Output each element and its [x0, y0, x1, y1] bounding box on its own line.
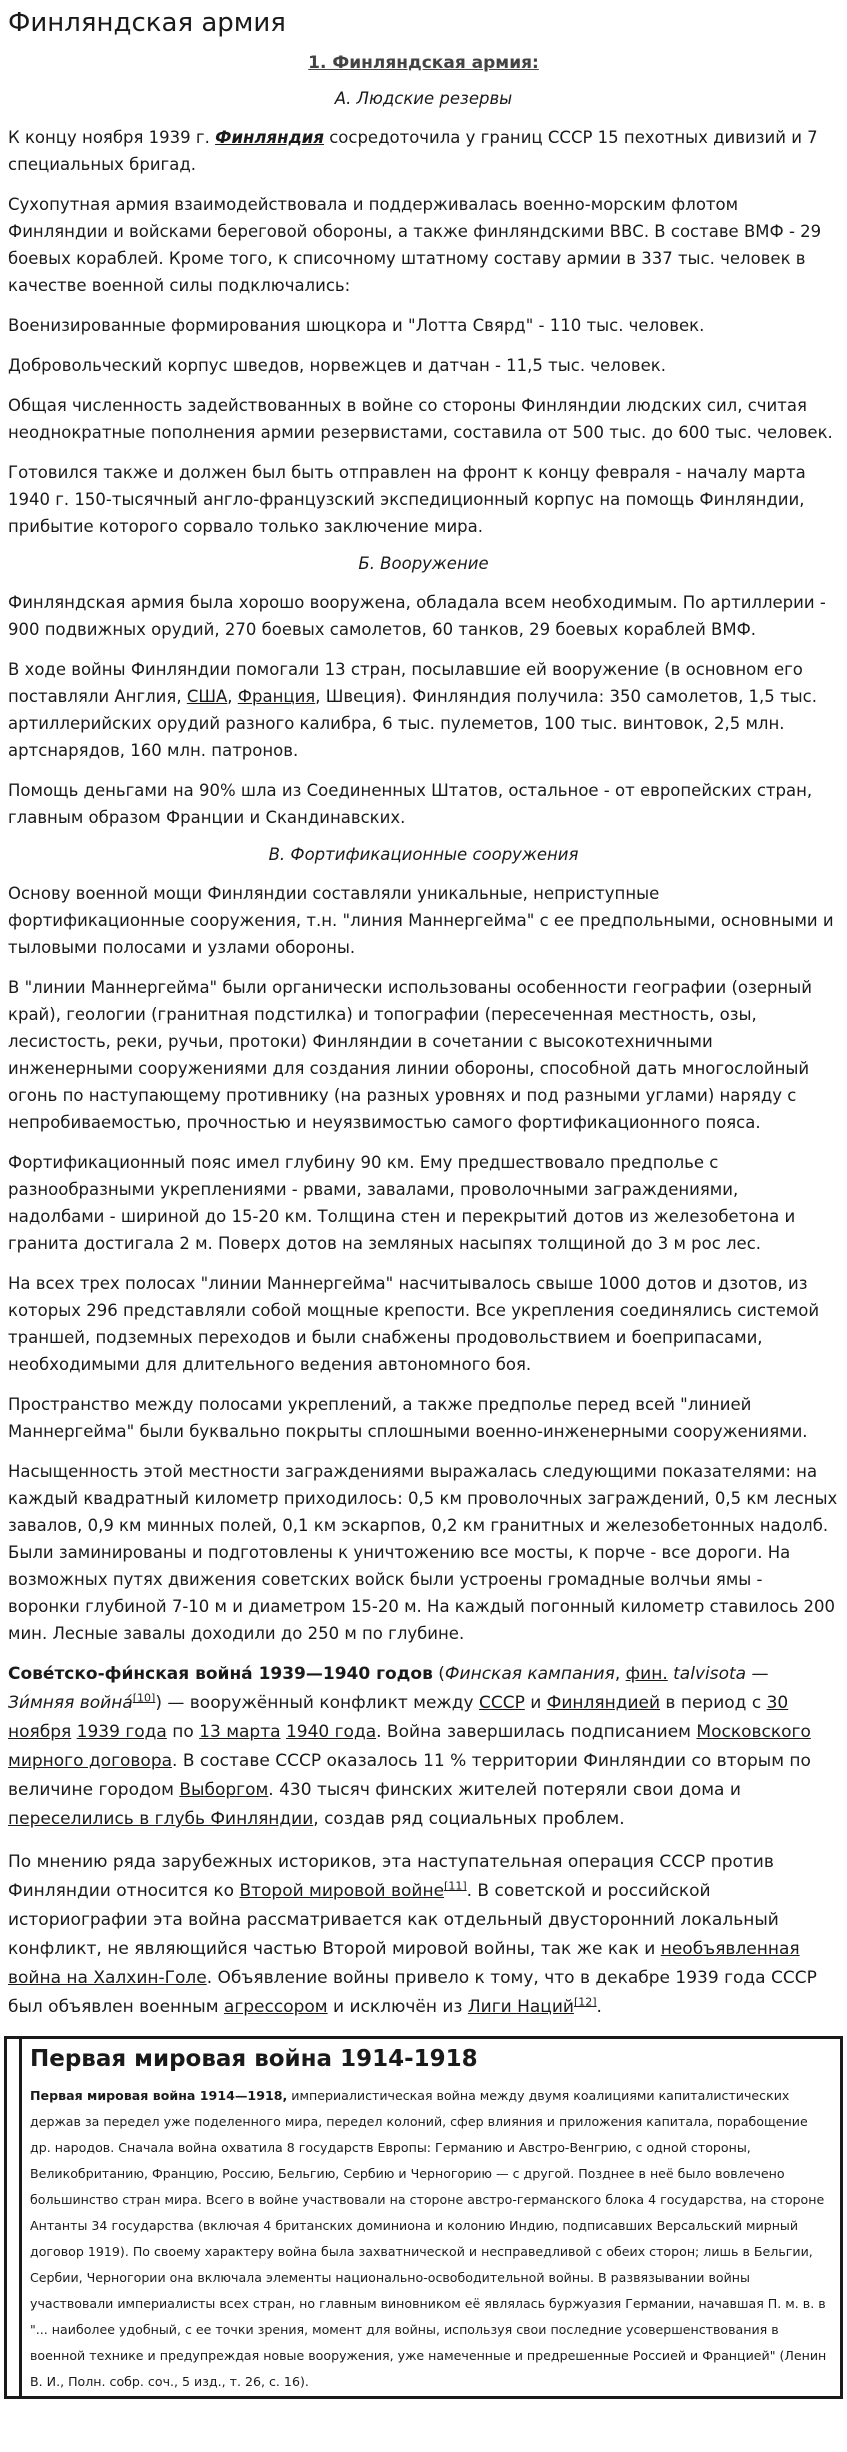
treaty-link[interactable]: Московского мирного договора — [8, 1722, 811, 1771]
text: и исключён из — [327, 1997, 468, 2017]
box-title: Первая мировая война 1914-1918 — [30, 2046, 478, 2072]
text: ) — вооружённый конфликт между — [155, 1693, 479, 1713]
text: , — [614, 1664, 626, 1684]
text: По мнению ряда зарубежных историков, эта наступательная операция СССР против Финляндии относится ко — [8, 1852, 774, 1901]
text: В ходе войны Финляндии помогали 13 стран, посылавшие ей вооружение (в основном его поставляли Англия, — [8, 660, 803, 706]
paragraph: Основу военной мощи Финляндии составляли уникальные, неприступные фортификационные сооружения, т.н. "линия Маннергейма" с ее предпольными, основными и тыловыми полосами и узлами обороны. — [8, 884, 834, 957]
ussr-link[interactable]: СССР — [478, 1693, 525, 1713]
league-of-nations-link[interactable]: Лиги Наций — [467, 1997, 574, 2017]
resettlement-link[interactable]: переселились в глубь Финляндии — [8, 1809, 314, 1829]
ww2-link[interactable]: Второй мировой войне — [239, 1881, 445, 1901]
finland-link[interactable]: Финляндией — [546, 1693, 661, 1713]
paragraph: Сухопутная армия взаимодействовала и поддерживалась военно-морским флотом Финляндии и войсками береговой обороны, а также финляндскими ВВС. В составе ВМФ - 29 боевых кораблей. Кроме того, к списочному штатному составу армии в 337 тыс. человек в качестве военной силы подключались: — [8, 195, 822, 295]
text: и — [524, 1693, 547, 1713]
khalkhin-gol-link[interactable]: необъявленная война на Халхин-Голе — [8, 1939, 800, 1988]
finland-link[interactable]: Финляндия — [215, 128, 324, 147]
subsection-heading-fortifications: В. Фортификационные сооружения — [268, 845, 579, 864]
paragraph: В "линии Маннергейма" были органически использованы особенности географии (озерный край), геологии (гранитная подстилка) и топографии (пересеченная местность, озы, лесистость, реки, ручьи, протоки) Финляндии в сочетании с высокотехничными инженерными сооружениями для создания линии обороны, способной дать многослойный огонь по наступающему противнику (на разных уровнях и под разными углами) наряду с непробиваемостью, прочностью и неуязвимостью самого фортификационного пояса. — [8, 978, 812, 1132]
fin-link[interactable]: фин. — [625, 1664, 668, 1684]
text: по — [166, 1722, 200, 1742]
text: . В составе СССР оказалось 11 % территории Финляндии со вторым по величине городом — [8, 1751, 811, 1800]
text: , Швеция). Финляндия получила: 350 самолетов, 1,5 тыс. артиллерийских орудий разного калибра, 6 тыс. пулеметов, 100 тыс. винтовок, 2,5 млн. артснарядов, 160 млн. патронов. — [8, 687, 817, 760]
text: ( — [432, 1664, 445, 1684]
ref-link-12[interactable]: [12] — [573, 1995, 597, 2009]
paragraph: Финляндская армия была хорошо вооружена, обладала всем необходимым. По артиллерии - 900 подвижных орудий, 270 боевых самолетов, 60 танков, 29 боевых кораблей ВМФ. — [8, 593, 826, 639]
usa-link[interactable]: США — [186, 687, 228, 706]
ww1-box — [4, 2036, 843, 2399]
date-link-mar13[interactable]: 13 марта — [199, 1722, 281, 1742]
box-text: империалистическая война между двумя коалициями капиталистических держав за передел уже поделенного мира, передел колоний, сфер влияния и приложения капитала, порабощение др. народов. Сначала война охватила 8 государств Европы: Германию и Австро-Венгрию, с одной стороны, Великобританию, Францию, Россию, Бельгию, Сербию и Черногорию — с другой. Позднее в неё было вовлечено большинство стран мира. Всего в войне участвовали на стороне австро-германского блока 4 государства, на стороне Антанты 34 государства (включая 4 британских доминиона и колонию Индию, подписавших Версальский мирный договор 1919). По своему характеру война была захватнической и несправедливой с обеих сторон; лишь в Бельгии, Сербии, Черногории она включала элементы национально-освободительной войны. В развязывании войны участвовали империалисты всех стран, но главным виновником её являлась буржуазия Германии, начавшая П. м. в. в "... наиболее удобный, с ее точки зрения, момент для войны, используя свои последние усовершенствования в военной технике и предупреждая новые вооружения, уже намеченные и предрешенные Россией и Францией" (Ленин В. И., Полн. собр. соч., 5 изд., т. 26, с. 16). — [30, 2088, 827, 2389]
paragraph: Добровольческий корпус шведов, норвежцев и датчан - 11,5 тыс. человек. — [8, 356, 666, 375]
text: сосредоточила у границ СССР 15 пехотных дивизий и 7 специальных бригад. — [8, 128, 818, 174]
vyborg-link[interactable]: Выборгом — [179, 1780, 269, 1800]
paragraph: Военизированные формирования шюцкора и "Лотта Свярд" - 110 тыс. человек. — [8, 316, 705, 335]
text: , — [227, 687, 238, 706]
paragraph: Насыщенность этой местности заграждениями выражалась следующими показателями: на каждый квадратный километр приходилось: 0,5 км проволочных заграждений, 0,5 км лесных завалов, 0,9 км минных полей, 0,1 км эскарпов, 0,2 км гранитных и железобетонных надолб. Были заминированы и подготовлены к уничтожению все мосты, к порче - все дороги. На возможных путях движения советских войск были устроены громадные волчьи ямы - воронки глубиной 7-10 м и диаметром 15-20 м. На каждый погонный километр ставилось 200 мин. Лесные завалы доходили до 250 м по глубине. — [8, 1462, 838, 1643]
section-heading: 1. Финляндская армия: — [308, 53, 539, 73]
text: К концу ноября 1939 г. — [8, 128, 216, 147]
text: Финская кампания — [444, 1664, 615, 1684]
box-term: Первая мировая война 1914—1918, — [30, 2088, 288, 2103]
subsection-heading-armament: Б. Вооружение — [358, 554, 489, 573]
text: в период с — [660, 1693, 767, 1713]
france-link[interactable]: Франция — [237, 687, 316, 706]
paragraph — [8, 124, 839, 178]
aggressor-link[interactable]: агрессором — [223, 1997, 328, 2017]
paragraph: Пространство между полосами укреплений, а также предполье перед всей "линией Маннергейма" были буквально покрыты сплошными военно-инженерными сооружениями. — [8, 1395, 808, 1441]
paragraph — [8, 656, 839, 764]
wiki-excerpt — [8, 1660, 839, 2022]
paragraph: Общая численность задействованных в войне со стороны Финляндии людских сил, считая неоднократные пополнения армии резервистами, составила от 500 тыс. до 600 тыс. человек. — [8, 396, 833, 442]
box-content — [22, 2039, 840, 2396]
text: , создав ряд социальных проблем. — [313, 1809, 625, 1829]
box-paragraph — [30, 2083, 832, 2395]
paragraph — [8, 1660, 839, 1834]
page-title: Финляндская армия — [8, 8, 286, 38]
ref-link-11[interactable]: [11] — [444, 1879, 467, 1893]
text: . 430 тысяч финских жителей потеряли свои дома и — [268, 1780, 741, 1800]
text: . Объявление войны привело к тому, что в декабре 1939 года СССР был объявлен военным — [8, 1968, 817, 2017]
year-link-1940[interactable]: 1940 года — [285, 1722, 377, 1742]
text: talvisota — Зи́мняя война́ — [8, 1664, 769, 1713]
text: . — [596, 1997, 602, 2017]
paragraph — [8, 1848, 839, 2022]
text: . В советской и российской историографии эта война рассматривается как отдельный двусторонний локальный конфликт, не являющийся частью Второй мировой войны, так же как и — [8, 1881, 779, 1959]
text: . Война завершилась подписанием — [376, 1722, 697, 1742]
year-link-1939[interactable]: 1939 года — [76, 1722, 167, 1742]
paragraph: Готовился также и должен был быть отправлен на фронт к концу февраля - началу марта 1940 г. 150-тысячный англо-французский экспедиционный корпус на помощь Финляндии, прибытие которого сорвало только заключение мира. — [8, 463, 806, 536]
ref-link-10[interactable]: [10] — [132, 1691, 156, 1705]
paragraph: Фортификационный пояс имел глубину 90 км. Ему предшествовало предполье с разнообразными укреплениями - рвами, завалами, проволочными заграждениями, надолбами - шириной до 15-20 км. Толщина стен и перекрытий дотов из железобетона и гранита достигала 2 м. Поверх дотов на земляных насыпях толщиной до 3 м рос лес. — [8, 1153, 796, 1253]
paragraph: Помощь деньгами на 90% шла из Соединенных Штатов, остальное - от европейских стран, главным образом Франции и Скандинавских. — [8, 781, 813, 827]
paragraph: На всех трех полосах "линии Маннергейма" насчитывалось свыше 1000 дотов и дзотов, из которых 296 представляли собой мощные крепости. Все укрепления соединялись системой траншей, подземных переходов и были снабжены продовольствием и боеприпасами, необходимыми для длительного ведения автономного боя. — [8, 1274, 820, 1374]
term: Сове́тско-фи́нская война́ 1939—1940 годов — [8, 1664, 433, 1684]
subsection-heading-reserves: А. Людские резервы — [334, 89, 513, 108]
date-link-nov30[interactable]: 30 ноября — [8, 1693, 789, 1742]
